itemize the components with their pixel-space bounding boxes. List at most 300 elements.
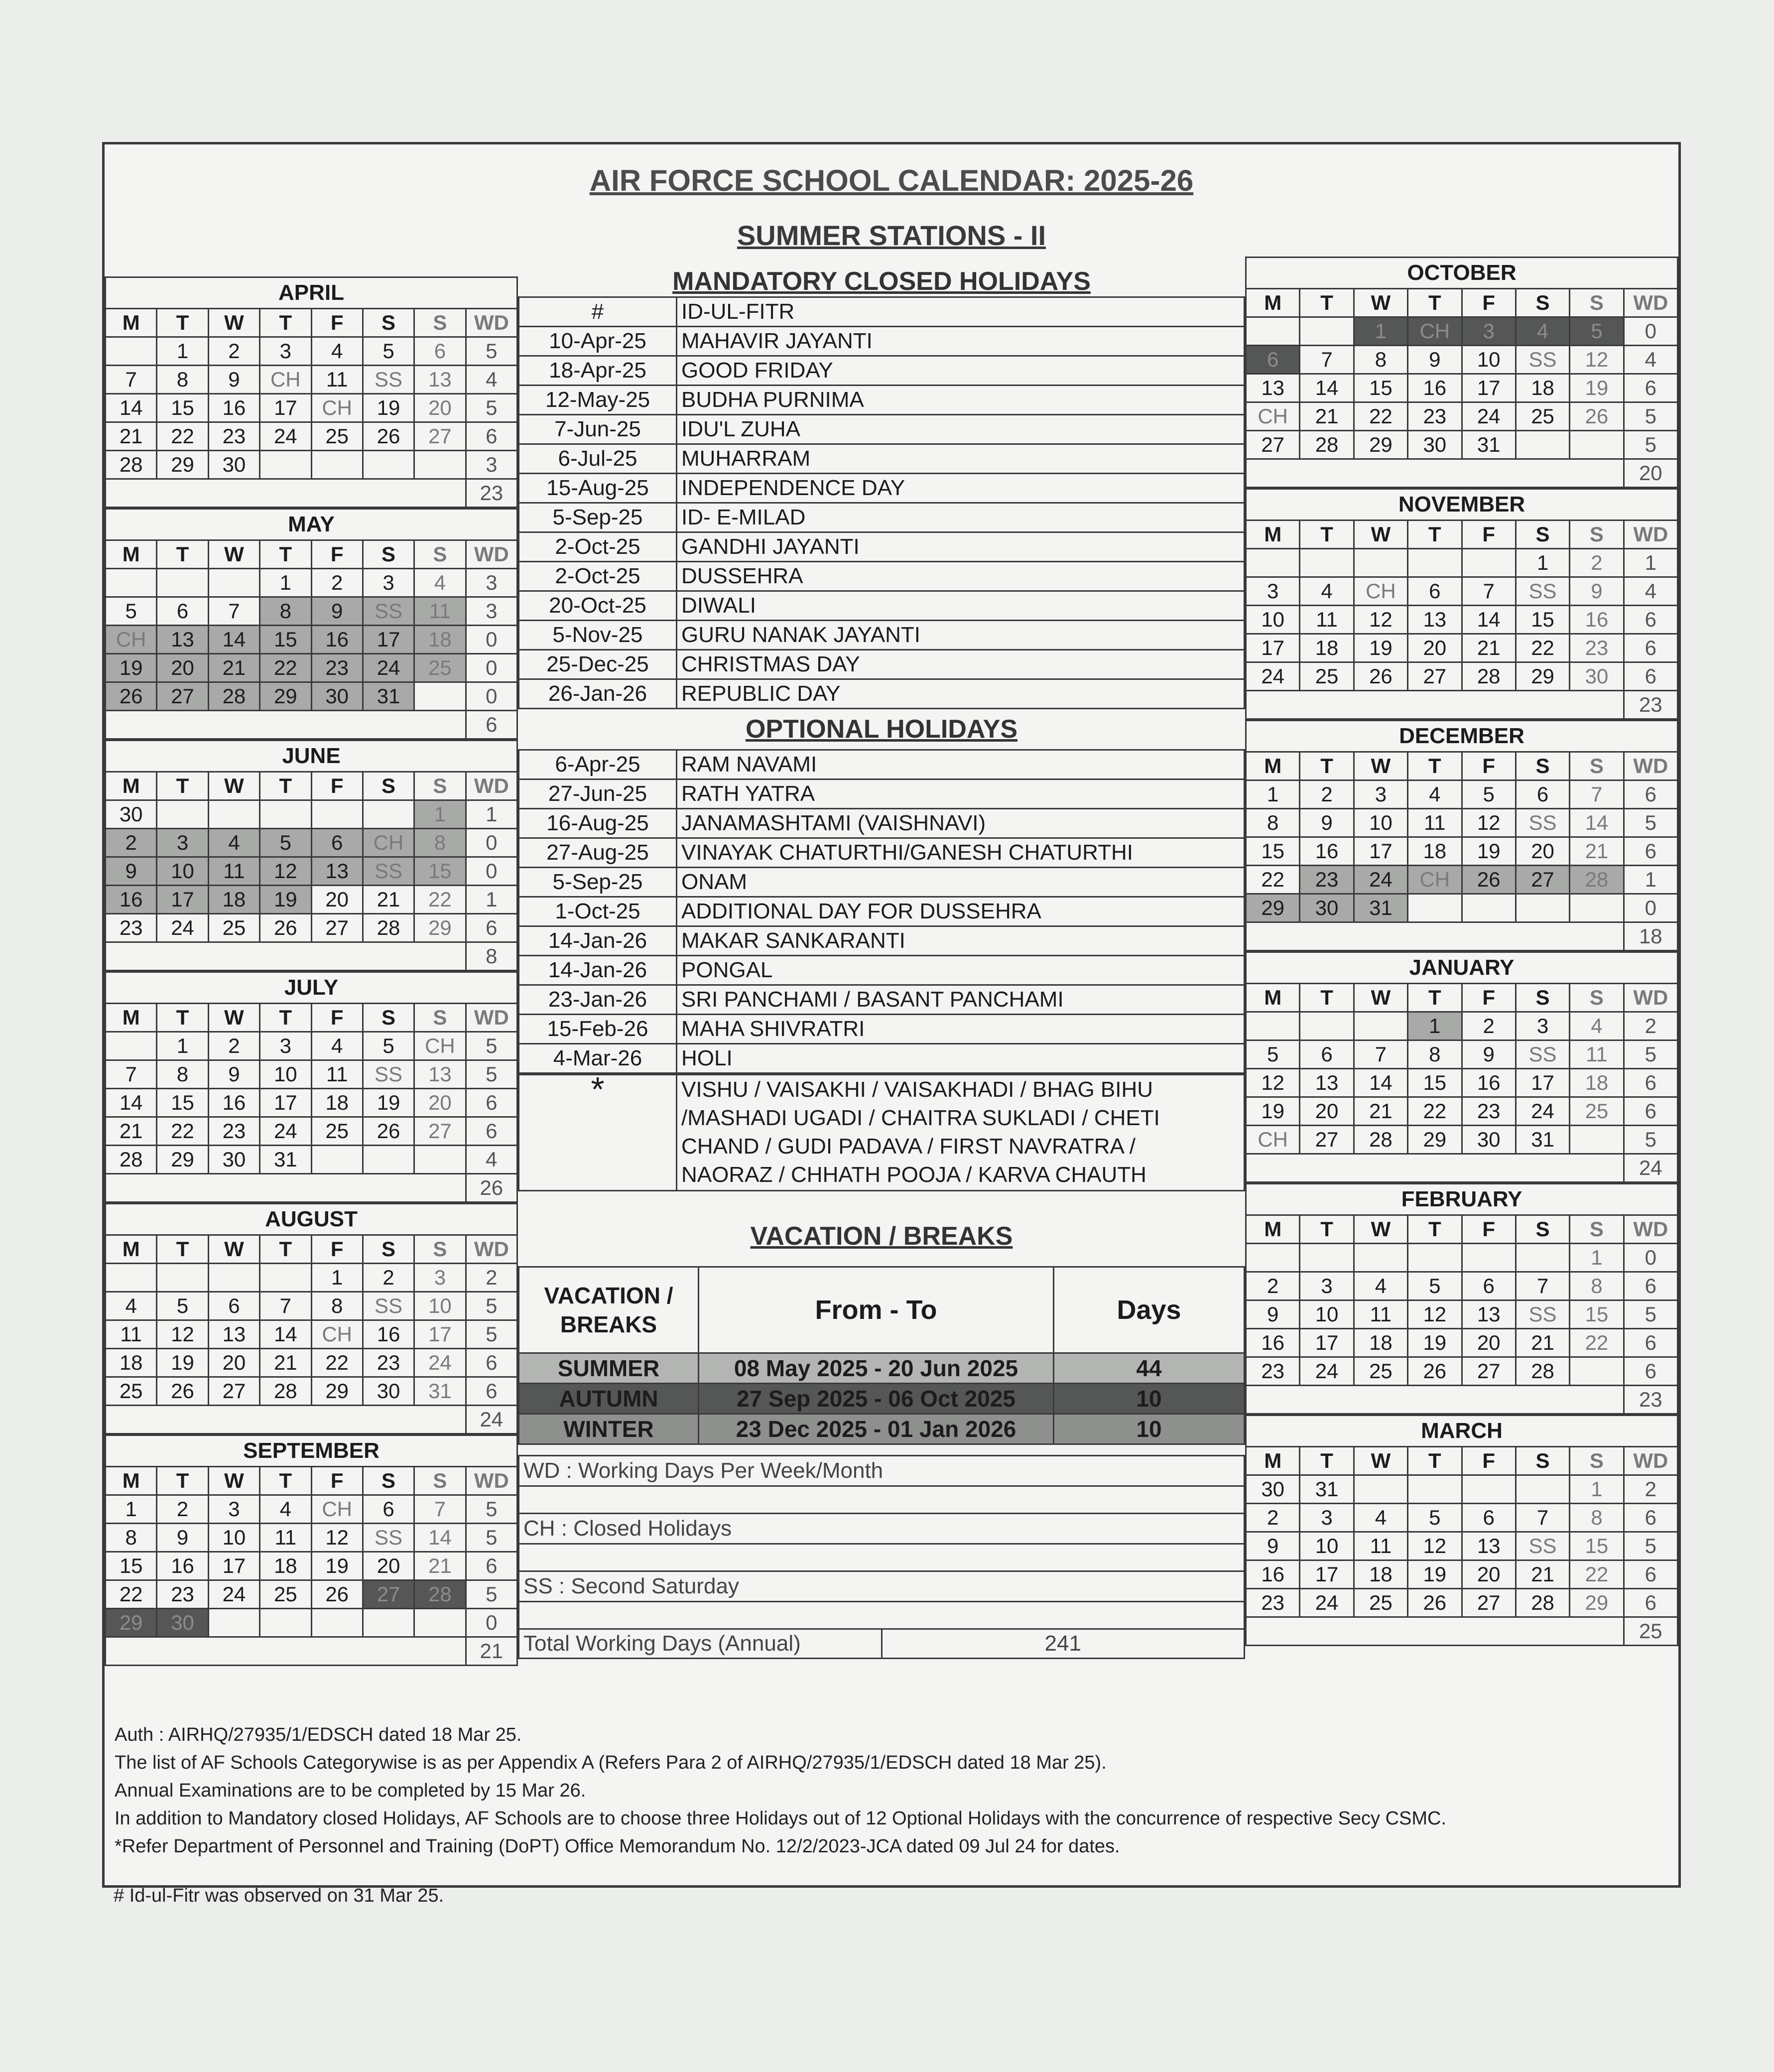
day-cell: 20	[1462, 1329, 1516, 1357]
day-cell	[1300, 549, 1354, 577]
table-row	[1246, 809, 1678, 837]
table-row	[106, 886, 517, 914]
table-row	[106, 569, 517, 597]
week-wd: 1	[1624, 866, 1677, 894]
day-cell: 28	[1516, 1589, 1569, 1617]
month-total: 6	[466, 711, 517, 739]
day-cell	[260, 1264, 311, 1292]
day-cell: 2	[1300, 780, 1354, 809]
day-cell	[414, 1609, 466, 1637]
day-cell	[1300, 317, 1354, 346]
vacation-range: 08 May 2025 - 20 Jun 2025	[699, 1353, 1054, 1384]
day-cell: 28	[1570, 866, 1624, 894]
day-cell: SS	[363, 1060, 414, 1089]
day-cell: 21	[414, 1552, 466, 1580]
day-header: F	[311, 1235, 363, 1264]
day-header: S	[1516, 289, 1569, 317]
day-header: T	[1300, 984, 1354, 1012]
day-cell: 11	[260, 1524, 311, 1552]
day-cell: 24	[260, 422, 311, 451]
day-cell: 23	[1462, 1097, 1516, 1126]
legend-wd: WD : Working Days Per Week/Month	[519, 1456, 1245, 1486]
day-cell: 19	[106, 654, 157, 682]
holiday-name: INDEPENDENCE DAY	[677, 474, 1245, 503]
day-header: M	[106, 1467, 157, 1495]
table-row	[519, 444, 1245, 474]
day-cell: 22	[311, 1349, 363, 1377]
day-cell: CH	[363, 829, 414, 857]
holiday-date: 15-Aug-25	[519, 474, 677, 503]
day-cell: 11	[414, 597, 466, 626]
holiday-name: DIWALI	[677, 591, 1245, 621]
table-row	[106, 914, 517, 942]
holiday-name: ID-UL-FITR	[677, 297, 1245, 327]
table-row	[106, 597, 517, 626]
day-cell: 12	[1570, 346, 1624, 374]
week-wd: 6	[1624, 1329, 1677, 1357]
day-cell: 1	[157, 337, 208, 366]
table-row	[106, 829, 517, 857]
day-header: S	[1516, 752, 1569, 780]
day-cell: 30	[208, 451, 259, 479]
day-cell	[363, 1609, 414, 1637]
day-header: W	[208, 1004, 259, 1032]
day-cell: 5	[363, 1032, 414, 1060]
day-cell: 16	[208, 1089, 259, 1117]
day-cell: 8	[1570, 1504, 1624, 1532]
table-row	[519, 779, 1245, 809]
star-marker: *	[519, 1075, 677, 1191]
day-cell: 30	[311, 682, 363, 711]
holiday-date: 6-Jul-25	[519, 444, 677, 474]
month-august	[105, 1203, 518, 1434]
table-row	[519, 1544, 1245, 1571]
day-cell: 25	[1354, 1589, 1407, 1617]
total-spacer	[106, 1637, 466, 1666]
day-cell: 16	[1408, 374, 1462, 402]
day-header: S	[1570, 1447, 1624, 1475]
table-row	[106, 1004, 517, 1032]
day-cell	[1408, 1244, 1462, 1272]
day-cell: 24	[208, 1580, 259, 1609]
table-row	[106, 626, 517, 654]
day-cell: 18	[1516, 374, 1569, 402]
day-header: M	[1246, 984, 1300, 1012]
vacation-days: 10	[1054, 1384, 1245, 1414]
september-table	[105, 1434, 518, 1666]
month-total: 23	[1624, 691, 1677, 719]
day-cell: 12	[1354, 606, 1407, 634]
day-cell: 13	[414, 1060, 466, 1089]
day-cell	[157, 800, 208, 829]
table-row	[519, 532, 1245, 562]
day-cell: 7	[106, 1060, 157, 1089]
day-cell: 18	[1354, 1560, 1407, 1589]
day-cell: 2	[1462, 1012, 1516, 1040]
day-cell: 4	[1408, 780, 1462, 809]
day-cell: 28	[1300, 431, 1354, 459]
day-cell: 4	[311, 1032, 363, 1060]
day-cell: 25	[106, 1377, 157, 1406]
day-cell: 17	[1354, 837, 1407, 866]
day-cell: 18	[1408, 837, 1462, 866]
vacation-range: 27 Sep 2025 - 06 Oct 2025	[699, 1384, 1054, 1414]
month-october	[1245, 257, 1678, 488]
table-row	[106, 1060, 517, 1089]
day-cell: 27	[1246, 431, 1300, 459]
day-header: M	[1246, 520, 1300, 549]
day-cell: 6	[157, 597, 208, 626]
day-cell	[1570, 1126, 1624, 1154]
week-wd: 5	[466, 1032, 517, 1060]
day-cell: 29	[157, 1146, 208, 1174]
month-december	[1245, 720, 1678, 951]
table-row	[1246, 984, 1678, 1012]
day-cell: 10	[414, 1292, 466, 1320]
table-row	[519, 838, 1245, 868]
day-cell	[311, 800, 363, 829]
day-cell: SS	[1516, 577, 1569, 606]
day-cell: 20	[363, 1552, 414, 1580]
day-header: M	[1246, 752, 1300, 780]
day-cell: 26	[1570, 402, 1624, 431]
table-row	[106, 857, 517, 886]
star-line: /MASHADI UGADI / CHAITRA SUKLADI / CHETI	[681, 1106, 1160, 1130]
day-cell: 1	[311, 1264, 363, 1292]
table-row	[1246, 1357, 1678, 1386]
week-wd: 5	[466, 1524, 517, 1552]
day-cell: 15	[1516, 606, 1569, 634]
table-row	[1246, 1244, 1678, 1272]
month-april	[105, 276, 518, 508]
day-cell: SS	[363, 597, 414, 626]
table-row	[1246, 691, 1678, 719]
day-cell: 2	[106, 829, 157, 857]
day-cell: 15	[1354, 374, 1407, 402]
week-wd: 6	[466, 1377, 517, 1406]
day-cell	[1516, 1244, 1569, 1272]
month-total: 25	[1624, 1617, 1677, 1646]
day-cell: 3	[208, 1495, 259, 1524]
table-row	[519, 1486, 1245, 1514]
holiday-name: RAM NAVAMI	[677, 750, 1245, 779]
day-cell: 26	[1354, 662, 1407, 691]
table-row	[106, 1117, 517, 1146]
day-cell: 20	[414, 394, 466, 422]
month-name: DECEMBER	[1246, 721, 1678, 752]
table-row	[106, 1292, 517, 1320]
day-cell: 26	[1408, 1357, 1462, 1386]
day-cell: 13	[1462, 1300, 1516, 1329]
week-wd: 6	[466, 914, 517, 942]
total-spacer	[106, 942, 466, 971]
day-cell: 8	[1354, 346, 1407, 374]
day-header: M	[1246, 1215, 1300, 1244]
week-wd: 3	[466, 451, 517, 479]
holiday-name: HOLI	[677, 1044, 1245, 1073]
day-cell: 30	[157, 1609, 208, 1637]
day-cell: 10	[1246, 606, 1300, 634]
day-cell: 22	[1570, 1329, 1624, 1357]
day-header: WD	[1624, 752, 1677, 780]
table-row	[1246, 489, 1678, 520]
holiday-name: MAHAVIR JAYANTI	[677, 327, 1245, 356]
day-header: T	[157, 772, 208, 800]
day-cell: 27	[311, 914, 363, 942]
day-cell: 22	[1354, 402, 1407, 431]
legend-ch: CH : Closed Holidays	[519, 1514, 1245, 1544]
total-spacer	[106, 1174, 466, 1202]
table-row	[1246, 1532, 1678, 1560]
table-row	[1246, 1154, 1678, 1182]
table-row	[106, 451, 517, 479]
day-cell: 22	[1408, 1097, 1462, 1126]
legend-ss: SS : Second Saturday	[519, 1571, 1245, 1602]
day-header: W	[208, 1467, 259, 1495]
month-may	[105, 508, 518, 740]
holiday-date: 20-Oct-25	[519, 591, 677, 621]
table-row	[1246, 520, 1678, 549]
day-cell: 8	[311, 1292, 363, 1320]
day-cell: 25	[260, 1580, 311, 1609]
holiday-name: CHRISTMAS DAY	[677, 650, 1245, 679]
holiday-date: 12-May-25	[519, 386, 677, 415]
table-row	[1246, 1447, 1678, 1475]
table-row	[1246, 1126, 1678, 1154]
holiday-name: BUDHA PURNIMA	[677, 386, 1245, 415]
table-row	[1246, 1069, 1678, 1097]
month-total: 24	[1624, 1154, 1677, 1182]
table-row	[1246, 459, 1678, 488]
day-cell	[1246, 1012, 1300, 1040]
day-cell	[1246, 317, 1300, 346]
day-cell: SS	[1516, 1532, 1569, 1560]
day-cell: 3	[260, 337, 311, 366]
table-row	[519, 386, 1245, 415]
note-line: Auth : AIRHQ/27935/1/EDSCH dated 18 Mar 25.	[115, 1724, 522, 1745]
week-wd: 6	[466, 1089, 517, 1117]
week-wd: 0	[466, 857, 517, 886]
day-header: M	[106, 540, 157, 569]
day-cell: 30	[1408, 431, 1462, 459]
week-wd: 6	[1624, 1560, 1677, 1589]
holiday-date: 14-Jan-26	[519, 926, 677, 956]
day-cell: 28	[1354, 1126, 1407, 1154]
holiday-name: ID- E-MILAD	[677, 503, 1245, 532]
day-cell: 31	[1300, 1475, 1354, 1504]
day-header: W	[1354, 984, 1407, 1012]
day-cell: 17	[1300, 1560, 1354, 1589]
week-wd: 0	[466, 654, 517, 682]
table-row	[1246, 549, 1678, 577]
day-cell: 15	[1570, 1300, 1624, 1329]
day-cell	[1408, 1475, 1462, 1504]
day-cell	[208, 1264, 259, 1292]
day-cell: 10	[260, 1060, 311, 1089]
day-cell: 20	[208, 1349, 259, 1377]
table-row	[1246, 1617, 1678, 1646]
table-row	[106, 1264, 517, 1292]
day-cell: 30	[1300, 894, 1354, 922]
week-wd: 6	[1624, 1097, 1677, 1126]
day-cell: 25	[1516, 402, 1569, 431]
day-cell: 26	[157, 1377, 208, 1406]
day-cell: 23	[208, 1117, 259, 1146]
day-cell: 12	[311, 1524, 363, 1552]
day-header: WD	[1624, 1447, 1677, 1475]
week-wd: 6	[466, 1552, 517, 1580]
holiday-date: 4-Mar-26	[519, 1044, 677, 1073]
day-cell: SS	[1516, 809, 1569, 837]
day-cell: 1	[1516, 549, 1569, 577]
week-wd: 4	[1624, 577, 1677, 606]
day-cell: 2	[363, 1264, 414, 1292]
day-cell: 6	[414, 337, 466, 366]
day-cell: 7	[1354, 1040, 1407, 1069]
day-header: T	[1300, 1447, 1354, 1475]
day-cell: 15	[260, 626, 311, 654]
day-header: S	[1570, 520, 1624, 549]
day-cell: 22	[1246, 866, 1300, 894]
table-row	[106, 972, 517, 1004]
day-header: S	[363, 540, 414, 569]
table-row	[519, 591, 1245, 621]
holiday-date: #	[519, 297, 677, 327]
holiday-date: 15-Feb-26	[519, 1015, 677, 1044]
week-wd: 6	[466, 1117, 517, 1146]
day-cell: CH	[414, 1032, 466, 1060]
day-cell: 6	[1300, 1040, 1354, 1069]
week-wd: 6	[1624, 1272, 1677, 1300]
month-name: MAY	[106, 509, 517, 540]
day-cell	[1570, 1357, 1624, 1386]
day-cell: 16	[1300, 837, 1354, 866]
day-cell	[106, 1032, 157, 1060]
month-total: 23	[466, 479, 517, 508]
day-cell: 21	[363, 886, 414, 914]
table-row	[519, 415, 1245, 444]
table-row	[106, 682, 517, 711]
table-row	[1246, 402, 1678, 431]
month-name: JANUARY	[1246, 952, 1678, 984]
day-cell: 23	[1408, 402, 1462, 431]
table-row	[1246, 1272, 1678, 1300]
day-cell: 12	[1246, 1069, 1300, 1097]
day-cell: CH	[106, 626, 157, 654]
day-cell	[1462, 1475, 1516, 1504]
day-cell: 22	[106, 1580, 157, 1609]
day-cell	[157, 1264, 208, 1292]
table-row	[1246, 346, 1678, 374]
april-table	[105, 276, 518, 508]
day-cell: 20	[311, 886, 363, 914]
day-header: M	[106, 1004, 157, 1032]
day-cell: 9	[311, 597, 363, 626]
day-cell: 19	[260, 886, 311, 914]
day-cell	[414, 451, 466, 479]
table-row	[106, 772, 517, 800]
holiday-name: MAKAR SANKARANTI	[677, 926, 1245, 956]
day-header: T	[1408, 1447, 1462, 1475]
legend-table	[518, 1455, 1245, 1659]
table-row	[1246, 1386, 1678, 1414]
day-cell: CH	[260, 366, 311, 394]
day-cell: 1	[1408, 1012, 1462, 1040]
holiday-name: GURU NANAK JAYANTI	[677, 621, 1245, 650]
day-cell	[260, 451, 311, 479]
week-wd: 6	[1624, 374, 1677, 402]
day-cell: 3	[1300, 1504, 1354, 1532]
week-wd: 6	[1624, 1589, 1677, 1617]
day-cell: 17	[1246, 634, 1300, 662]
day-cell: 21	[260, 1349, 311, 1377]
day-cell: 8	[414, 829, 466, 857]
total-spacer	[106, 479, 466, 508]
day-cell	[1408, 549, 1462, 577]
day-cell: 4	[1354, 1504, 1407, 1532]
day-cell: 24	[157, 914, 208, 942]
day-cell: 19	[1246, 1097, 1300, 1126]
week-wd: 0	[466, 682, 517, 711]
vacation-name: SUMMER	[519, 1353, 699, 1384]
day-cell	[1354, 549, 1407, 577]
month-june	[105, 740, 518, 971]
day-cell: 20	[1300, 1097, 1354, 1126]
day-cell: 11	[311, 366, 363, 394]
day-cell: 21	[1354, 1097, 1407, 1126]
day-cell: 13	[1462, 1532, 1516, 1560]
day-header: S	[363, 1467, 414, 1495]
day-cell: 26	[363, 422, 414, 451]
day-cell: 7	[106, 366, 157, 394]
day-header: T	[157, 1235, 208, 1264]
table-row	[519, 621, 1245, 650]
day-cell	[1300, 1012, 1354, 1040]
day-cell	[260, 800, 311, 829]
table-row	[1246, 1300, 1678, 1329]
day-cell: CH	[311, 394, 363, 422]
day-cell: 7	[260, 1292, 311, 1320]
day-cell: 28	[363, 914, 414, 942]
day-cell	[260, 1609, 311, 1637]
day-cell	[1516, 894, 1569, 922]
day-header: T	[260, 309, 311, 337]
day-header: F	[1462, 289, 1516, 317]
note-line: In addition to Mandatory closed Holidays, AF Schools are to choose three Holidays out of 12 Optional Holidays with the concurrence of respective Secy CSMC.	[115, 1808, 1447, 1829]
day-cell: 19	[1408, 1329, 1462, 1357]
day-cell: 27	[1462, 1589, 1516, 1617]
day-cell: 5	[260, 829, 311, 857]
day-cell: 19	[1462, 837, 1516, 866]
day-cell: 29	[311, 1377, 363, 1406]
day-header: M	[106, 309, 157, 337]
day-cell: 3	[1246, 577, 1300, 606]
day-cell: 15	[1408, 1069, 1462, 1097]
day-cell: 16	[1246, 1560, 1300, 1589]
week-wd: 5	[466, 337, 517, 366]
day-header: S	[1570, 1215, 1624, 1244]
day-cell: 16	[1570, 606, 1624, 634]
day-cell: 20	[157, 654, 208, 682]
day-cell	[1570, 894, 1624, 922]
day-cell	[208, 800, 259, 829]
day-cell: 3	[1354, 780, 1407, 809]
day-cell: 11	[1354, 1532, 1407, 1560]
week-wd: 5	[466, 1320, 517, 1349]
february-table	[1245, 1183, 1678, 1415]
august-table	[105, 1203, 518, 1434]
day-header: W	[1354, 752, 1407, 780]
